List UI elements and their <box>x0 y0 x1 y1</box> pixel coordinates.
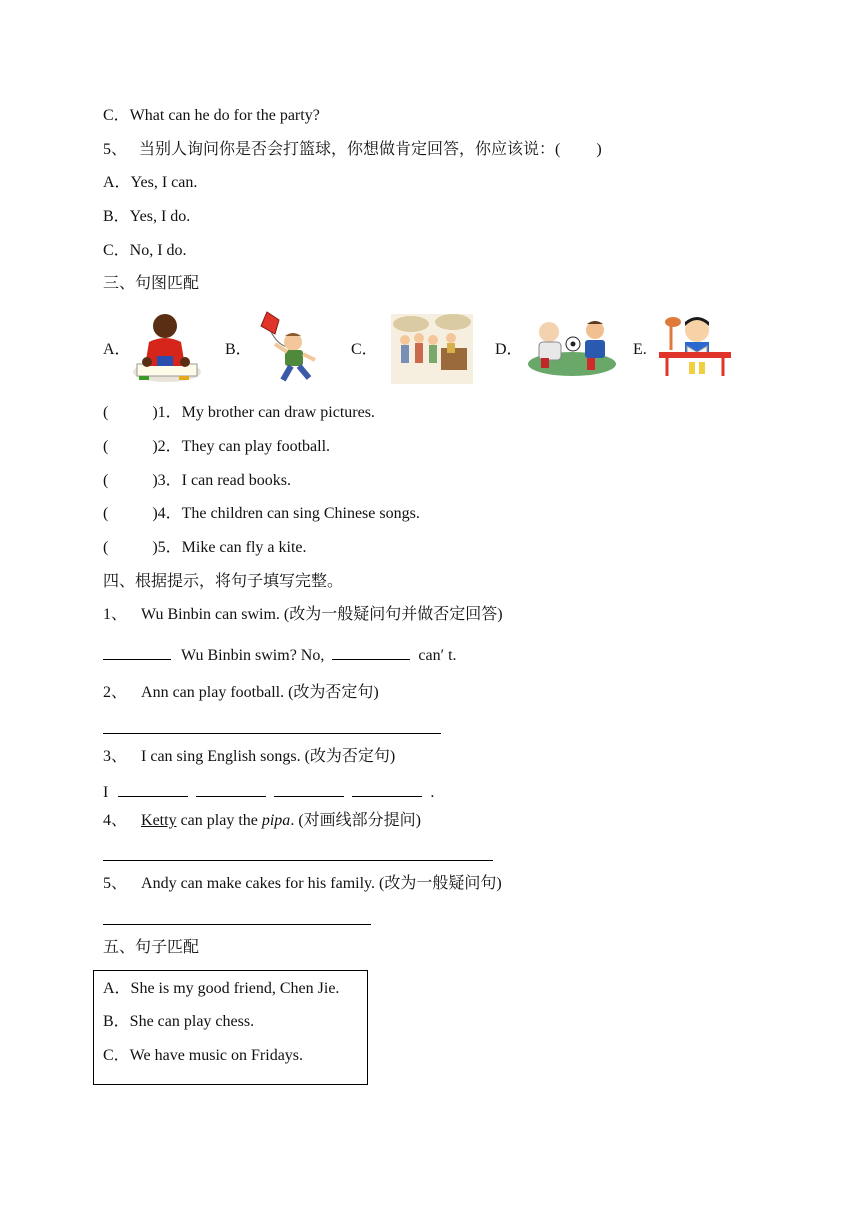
s3-item-1: ( )1．My brother can draw pictures. <box>103 404 375 421</box>
answer-line[interactable] <box>103 860 493 861</box>
boy-flying-kite-icon <box>253 310 323 386</box>
boy-drawing-icon <box>129 312 205 386</box>
pic-label-a: A． <box>103 341 131 358</box>
answer-blank[interactable] <box>103 643 171 660</box>
q5-option-c: C．No, I do. <box>103 242 187 259</box>
section4-title: 四、根据提示，将句子填写完整。 <box>103 573 344 590</box>
s3-item-5: ( )5．Mike can fly a kite. <box>103 539 307 556</box>
pic-label-b: B． <box>225 341 252 358</box>
answer-blank[interactable] <box>274 780 344 797</box>
answer-blank[interactable] <box>196 780 266 797</box>
q5-close: ) <box>596 141 602 158</box>
picture-row <box>103 310 753 386</box>
pic-label-e: E. <box>633 341 647 358</box>
q5-option-a: A．Yes, I can. <box>103 174 198 191</box>
q5-option-b: B．Yes, I do. <box>103 208 191 225</box>
s3-item-2: ( )2．They can play football. <box>103 438 331 455</box>
q5-number: 5、 <box>103 141 128 158</box>
s4-q2: 2、 Ann can play football. (改为否定句) <box>103 684 379 701</box>
boy-reading-book-icon <box>657 310 733 380</box>
box-sentence-c: C．We have music on Fridays. <box>103 1047 304 1064</box>
answer-line[interactable] <box>103 924 371 925</box>
box-sentence-b: B．She can play chess. <box>103 1013 255 1030</box>
q5-question <box>103 140 602 160</box>
section3-title: 三、句图匹配 <box>103 275 200 292</box>
pic-label-d: D． <box>495 341 523 358</box>
answer-blank[interactable] <box>352 780 422 797</box>
s4-q3-answer: I . <box>103 780 434 803</box>
s4-q4: 4、 Ketty can play the pipa. (对画线部分提问) <box>103 812 421 829</box>
underlined-word: Ketty <box>141 812 177 829</box>
box-sentence-a: A．She is my good friend, Chen Jie. <box>103 980 340 997</box>
s4-q1-answer: Wu Binbin swim? No, can′ t. <box>103 643 457 666</box>
s4-q5: 5、 Andy can make cakes for his family. (改为一般疑问句) <box>103 875 502 892</box>
section5-title: 五、句子匹配 <box>103 939 200 956</box>
answer-blank[interactable] <box>118 780 188 797</box>
q4-option-c: C．What can he do for the party? <box>103 107 320 124</box>
boys-playing-football-icon <box>527 314 617 376</box>
answer-line[interactable] <box>103 733 441 734</box>
q5-text: 当别人询问你是否会打篮球，你想做肯定回答，你应该说：( <box>139 141 561 158</box>
pic-label-c: C． <box>351 341 378 358</box>
s4-q3: 3、 I can sing English songs. (改为否定句) <box>103 748 396 765</box>
s3-item-3: ( )3．I can read books. <box>103 472 291 489</box>
s3-item-4: ( )4．The children can sing Chinese songs. <box>103 505 420 522</box>
answer-blank[interactable] <box>332 643 410 660</box>
children-singing-icon <box>391 314 473 384</box>
s4-q1: 1、 Wu Binbin can swim. (改为一般疑问句并做否定回答) <box>103 606 503 623</box>
